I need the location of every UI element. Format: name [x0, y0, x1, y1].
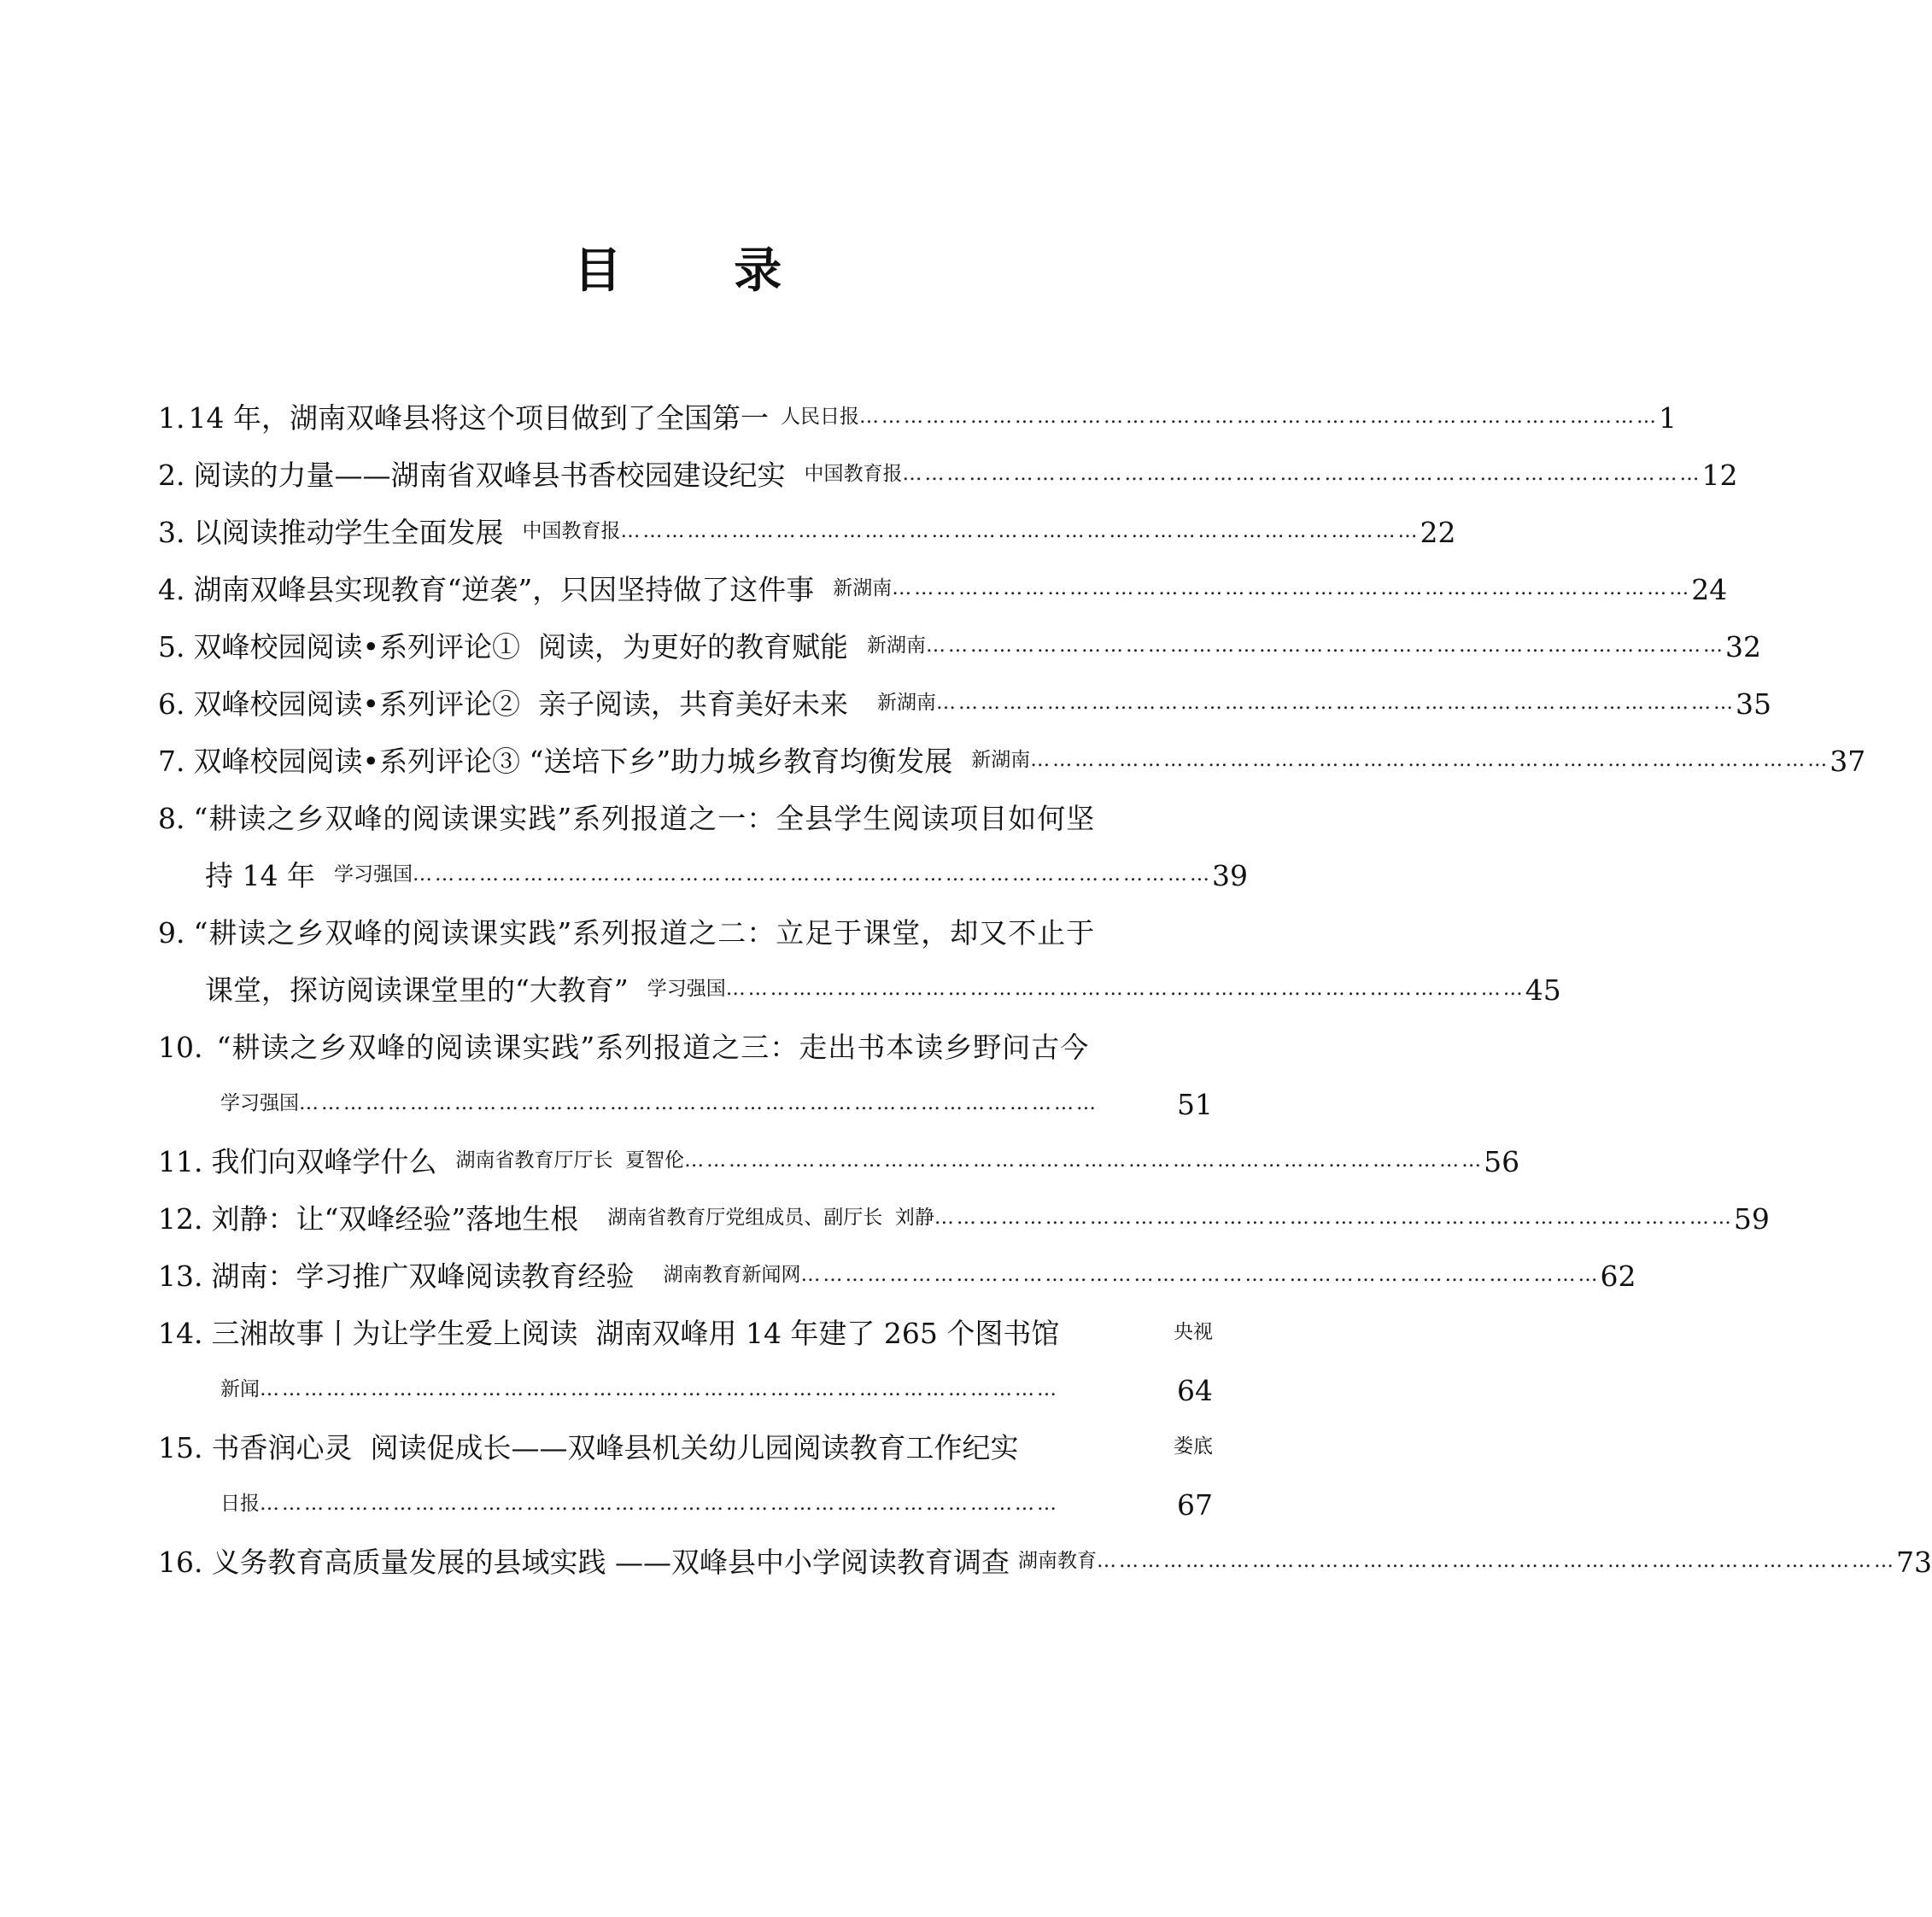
toc-source: 娄底: [1174, 1435, 1213, 1458]
toc-entry-8[interactable]: [158, 786, 1213, 838]
toc-page-number: 37: [1830, 745, 1866, 778]
toc-source: 湖南教育: [1017, 1550, 1097, 1572]
toc-entry-10-continued[interactable]: [220, 1072, 1213, 1124]
toc-entry-14[interactable]: [158, 1301, 1213, 1353]
toc-source: 湖南省教育厅厅长 夏智伦: [455, 1149, 685, 1172]
toc-source: 湖南教育新闻网: [663, 1264, 801, 1286]
toc-title: 阅读的力量——湖南省双峰县书香校园建设纪实: [193, 459, 786, 492]
toc-entry-15[interactable]: [158, 1416, 1213, 1467]
toc-entry-12[interactable]: [158, 1187, 1770, 1238]
toc-title: “耕读之乡双峰的阅读课实践”系列报道之一：全县学生阅读项目如何坚: [193, 802, 1096, 835]
toc-entry-14-continued[interactable]: [220, 1359, 1213, 1410]
toc-title: 14 年，湖南双峰县将这个项目做到了全国第一: [188, 401, 769, 435]
toc-source: 新湖南: [971, 749, 1031, 771]
toc-entry-8-continued[interactable]: [205, 844, 1248, 895]
toc-entry-10[interactable]: [158, 1015, 1213, 1067]
toc-entry-4[interactable]: [158, 558, 1728, 609]
toc-source-continued: 日报: [220, 1493, 260, 1515]
toc-number: 13.: [158, 1259, 203, 1293]
toc-number: 4.: [158, 573, 185, 606]
toc-title: 湖南双峰县实现教育“逆袭”，只因坚持做了这件事: [193, 573, 815, 606]
toc-title: “耕读之乡双峰的阅读课实践”系列报道之三：走出书本读乡野问古今: [216, 1031, 1090, 1064]
toc-leader: ………………………………………………………………………………………………: [620, 520, 1420, 542]
toc-leader: ………………………………………………………………………………………………: [299, 1092, 1098, 1114]
toc-leader: ………………………………………………………………………………………………: [1096, 1550, 1896, 1572]
toc-entry-13[interactable]: [158, 1244, 1636, 1295]
toc-source: 湖南省教育厅党组成员、副厅长 刘静: [607, 1207, 934, 1229]
toc-title: 我们向双峰学什么: [211, 1145, 437, 1178]
toc-title: 书香润心灵 阅读促成长——双峰县机关幼儿园阅读教育工作纪实: [211, 1431, 1019, 1464]
toc-entry-11[interactable]: [158, 1130, 1520, 1181]
toc-source: 学习强国: [333, 863, 413, 885]
toc-entry-7[interactable]: [158, 729, 1866, 780]
toc-title: 以阅读推动学生全面发展: [193, 516, 504, 549]
toc-source: 新湖南: [866, 634, 926, 657]
toc-number: 2.: [158, 459, 185, 492]
toc-page-number: 64: [1177, 1374, 1213, 1407]
toc-page-number: 12: [1701, 459, 1738, 492]
toc-title: “耕读之乡双峰的阅读课实践”系列报道之二：立足于课堂，却又不止于: [193, 916, 1096, 950]
toc-number: 14.: [158, 1317, 203, 1350]
toc-page-number: 51: [1177, 1088, 1213, 1121]
toc-number: 3.: [158, 516, 185, 549]
toc-entry-6[interactable]: [158, 672, 1771, 723]
toc-source: 新湖南: [833, 577, 893, 599]
toc-number: 10.: [158, 1031, 203, 1064]
page-title: 目 录: [573, 243, 830, 299]
toc-page-number: 1: [1658, 401, 1677, 435]
toc-page-number: 39: [1211, 859, 1248, 892]
toc-page-number: 62: [1600, 1259, 1636, 1293]
toc-number: 8.: [158, 802, 185, 835]
toc-number: 15.: [158, 1431, 203, 1464]
toc-title: 刘静：让“双峰经验”落地生根: [211, 1202, 579, 1236]
toc-page-number: 32: [1724, 630, 1761, 663]
toc-page-number: 56: [1484, 1145, 1520, 1178]
toc-source: 中国教育报: [522, 520, 621, 542]
toc-entry-1[interactable]: [158, 386, 1677, 437]
toc-title: 双峰校园阅读•系列评论① 阅读，为更好的教育赋能: [193, 630, 848, 663]
toc-leader: ………………………………………………………………………………………………: [858, 406, 1659, 428]
toc-source: 学习强国: [647, 978, 726, 1000]
toc-page-number: 35: [1735, 687, 1771, 721]
toc-title: 义务教育高质量发展的县域实践 ——双峰县中小学阅读教育调查: [211, 1546, 1010, 1579]
toc-number: 12.: [158, 1202, 203, 1236]
toc-source: 人民日报: [780, 406, 859, 428]
toc-entry-2[interactable]: [158, 443, 1738, 494]
toc-leader: ………………………………………………………………………………………………: [902, 463, 1702, 485]
toc-number: 6.: [158, 687, 185, 721]
toc-entry-16[interactable]: [158, 1530, 1932, 1581]
toc-leader: ………………………………………………………………………………………………: [800, 1264, 1601, 1286]
toc-entry-5[interactable]: [158, 615, 1761, 666]
toc-entry-9[interactable]: [158, 901, 1213, 952]
toc-number: 9.: [158, 916, 185, 950]
toc-number: 11.: [158, 1145, 203, 1178]
toc-number: 1.: [158, 401, 185, 435]
toc-leader: ………………………………………………………………………………………………: [934, 1207, 1734, 1229]
toc-source: 央视: [1174, 1321, 1213, 1343]
toc-leader: ………………………………………………………………………………………………: [725, 978, 1525, 1000]
toc-number: 7.: [158, 745, 185, 778]
toc-leader: ………………………………………………………………………………………………: [925, 634, 1725, 657]
toc-number: 5.: [158, 630, 185, 663]
toc-title: 双峰校园阅读•系列评论② 亲子阅读，共育美好未来: [193, 687, 848, 721]
toc-leader: ………………………………………………………………………………………………: [892, 577, 1692, 599]
toc-source: 中国教育报: [804, 463, 903, 485]
toc-page-number: 67: [1177, 1488, 1213, 1522]
toc-page-number: 45: [1525, 973, 1561, 1007]
toc-entry-15-continued[interactable]: [220, 1473, 1213, 1524]
toc-source-continued: 新闻: [220, 1378, 260, 1400]
toc-title: 湖南：学习推广双峰阅读教育经验: [211, 1259, 635, 1293]
toc-page-number: 22: [1420, 516, 1456, 549]
toc-page-number: 24: [1691, 573, 1728, 606]
toc-page-number: 73: [1895, 1546, 1932, 1579]
toc-entry-9-continued[interactable]: [205, 958, 1561, 1009]
toc-source: 学习强国: [220, 1092, 299, 1114]
toc-title: 三湘故事丨为让学生爱上阅读 湖南双峰用 14 年建了 265 个图书馆: [211, 1317, 1060, 1350]
toc-source: 新湖南: [876, 692, 936, 714]
toc-page-number: 59: [1733, 1202, 1770, 1236]
toc-title-continued: 持 14 年: [205, 859, 315, 892]
toc-leader: ………………………………………………………………………………………………: [260, 1378, 1059, 1400]
toc-leader: ………………………………………………………………………………………………: [412, 863, 1212, 885]
toc-entry-3[interactable]: [158, 500, 1456, 552]
toc-leader: ………………………………………………………………………………………………: [935, 692, 1736, 714]
toc-title: 双峰校园阅读•系列评论③ “送培下乡”助力城乡教育均衡发展: [193, 745, 953, 778]
toc-leader: ………………………………………………………………………………………………: [260, 1493, 1059, 1515]
toc-leader: ………………………………………………………………………………………………: [1030, 749, 1830, 771]
toc-number: 16.: [158, 1546, 203, 1579]
toc-leader: ………………………………………………………………………………………………: [684, 1149, 1484, 1172]
toc-title-continued: 课堂，探访阅读课堂里的“大教育”: [205, 973, 629, 1007]
